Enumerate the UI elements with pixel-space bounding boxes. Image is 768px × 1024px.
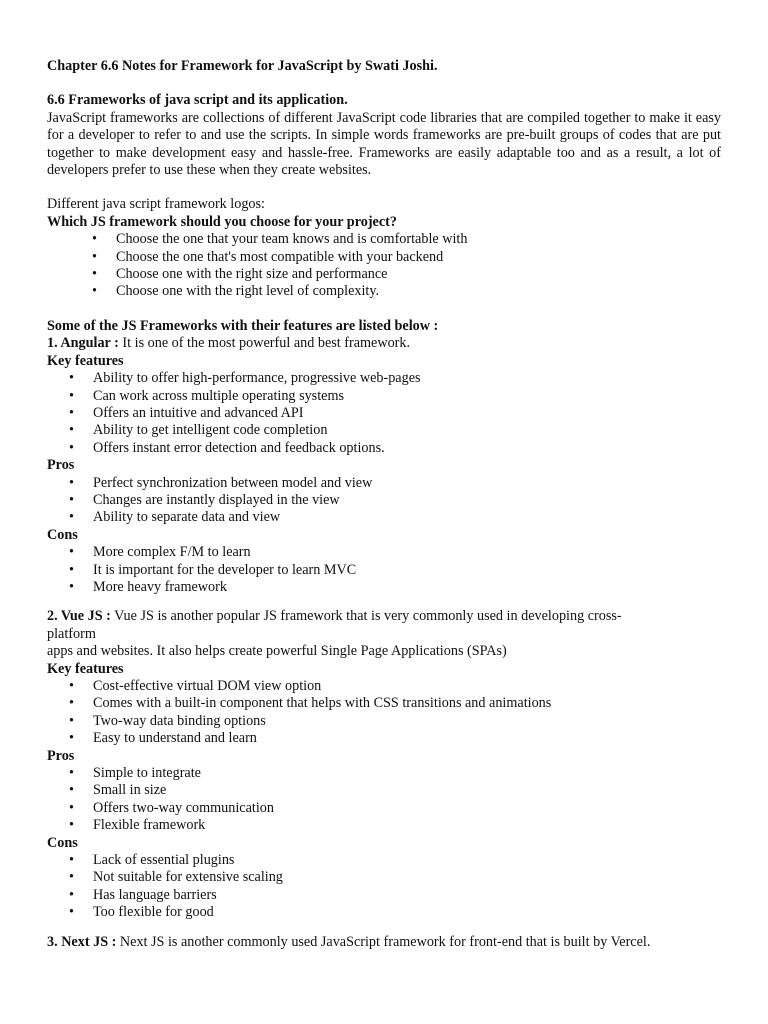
next-description: Next JS is another commonly used JavaScript framework for front-end that is built by Vercel. <box>116 933 651 950</box>
angular-name: 1. Angular : <box>47 335 119 352</box>
list-item: • Small in size <box>93 782 721 799</box>
list-item: • Two-way data binding options <box>93 713 721 730</box>
vue-key-list <box>47 678 721 748</box>
list-item: • Choose one with the right size and performance <box>116 266 721 283</box>
angular-key-label: Key features <box>47 352 124 369</box>
list-item: • Changes are instantly displayed in the view <box>93 492 721 509</box>
list-item: • Offers an intuitive and advanced API <box>93 405 721 422</box>
angular-pros-list <box>47 475 721 527</box>
list-item: • Has language barriers <box>93 887 721 904</box>
list-item: • Ability to separate data and view <box>93 509 721 526</box>
spacer <box>47 596 721 608</box>
list-item: • It is important for the developer to learn MVC <box>93 562 721 579</box>
list-item: • Easy to understand and learn <box>93 730 721 747</box>
vue-description-line2: platform <box>47 625 96 642</box>
list-item: • Simple to integrate <box>93 765 721 782</box>
spacer <box>47 301 721 318</box>
list-item: • Cost-effective virtual DOM view option <box>93 678 721 695</box>
list-item: • Too flexible for good <box>93 904 721 921</box>
list-item: • Offers instant error detection and feedback options. <box>93 440 721 457</box>
list-item: • Comes with a built-in component that helps with CSS transitions and animations <box>93 695 721 712</box>
spacer <box>47 922 721 934</box>
vue-key-label: Key features <box>47 660 124 677</box>
vue-description-line3: apps and websites. It also helps create powerful Single Page Applications (SPAs) <box>47 643 507 660</box>
logos-line: Different java script framework logos: <box>47 196 265 213</box>
section-heading: 6.6 Frameworks of java script and its application. <box>47 92 348 109</box>
vue-cons-list <box>47 852 721 922</box>
list-item: • Choose the one that your team knows and is comfortable with <box>116 231 721 248</box>
list-item: • Choose one with the right level of complexity. <box>116 283 721 300</box>
list-item: • Perfect synchronization between model and view <box>93 475 721 492</box>
list-item: • More complex F/M to learn <box>93 544 721 561</box>
list-item: • Ability to offer high-performance, progressive web-pages <box>93 370 721 387</box>
angular-pros-label: Pros <box>47 457 75 474</box>
document-title: Chapter 6.6 Notes for Framework for JavaScript by Swati Joshi. <box>47 58 438 74</box>
angular-intro <box>47 335 721 352</box>
choose-list <box>47 231 721 301</box>
next-name: 3. Next JS : <box>47 933 117 950</box>
vue-pros-list <box>47 765 721 835</box>
document-page <box>47 58 721 951</box>
angular-cons-label: Cons <box>47 526 78 543</box>
angular-cons-list <box>47 544 721 596</box>
list-item: • More heavy framework <box>93 579 721 596</box>
list-item: • Choose the one that's most compatible with your backend <box>116 249 721 266</box>
list-item: • Lack of essential plugins <box>93 852 721 869</box>
vue-name: 2. Vue JS : <box>47 608 111 625</box>
vue-cons-label: Cons <box>47 834 78 851</box>
vue-description-line1: Vue JS is another popular JS framework that is very commonly used in developing cross- <box>110 608 622 625</box>
spacer <box>47 179 721 196</box>
list-item: • Offers two-way communication <box>93 800 721 817</box>
frameworks-heading: Some of the JS Frameworks with their features are listed below : <box>47 317 439 334</box>
angular-key-list <box>47 370 721 457</box>
angular-description: It is one of the most powerful and best framework. <box>118 335 411 352</box>
vue-pros-label: Pros <box>47 747 75 764</box>
list-item: • Not suitable for extensive scaling <box>93 869 721 886</box>
next-intro <box>47 934 721 951</box>
vue-intro <box>47 608 721 625</box>
choose-heading: Which JS framework should you choose for your project? <box>47 213 397 230</box>
intro-paragraph: JavaScript frameworks are collections of different JavaScript code libraries that are compiled together to make it easy for a developer to refer to and use the scripts. In simple words frameworks are pre-built groups of codes that are put together to make development easy and hassle-free. Frameworks are easily adaptable too and as a result, a lot of developers prefer to use these when they create websites. <box>47 109 721 179</box>
list-item: • Flexible framework <box>93 817 721 834</box>
list-item: • Ability to get intelligent code completion <box>93 422 721 439</box>
list-item: • Can work across multiple operating systems <box>93 388 721 405</box>
